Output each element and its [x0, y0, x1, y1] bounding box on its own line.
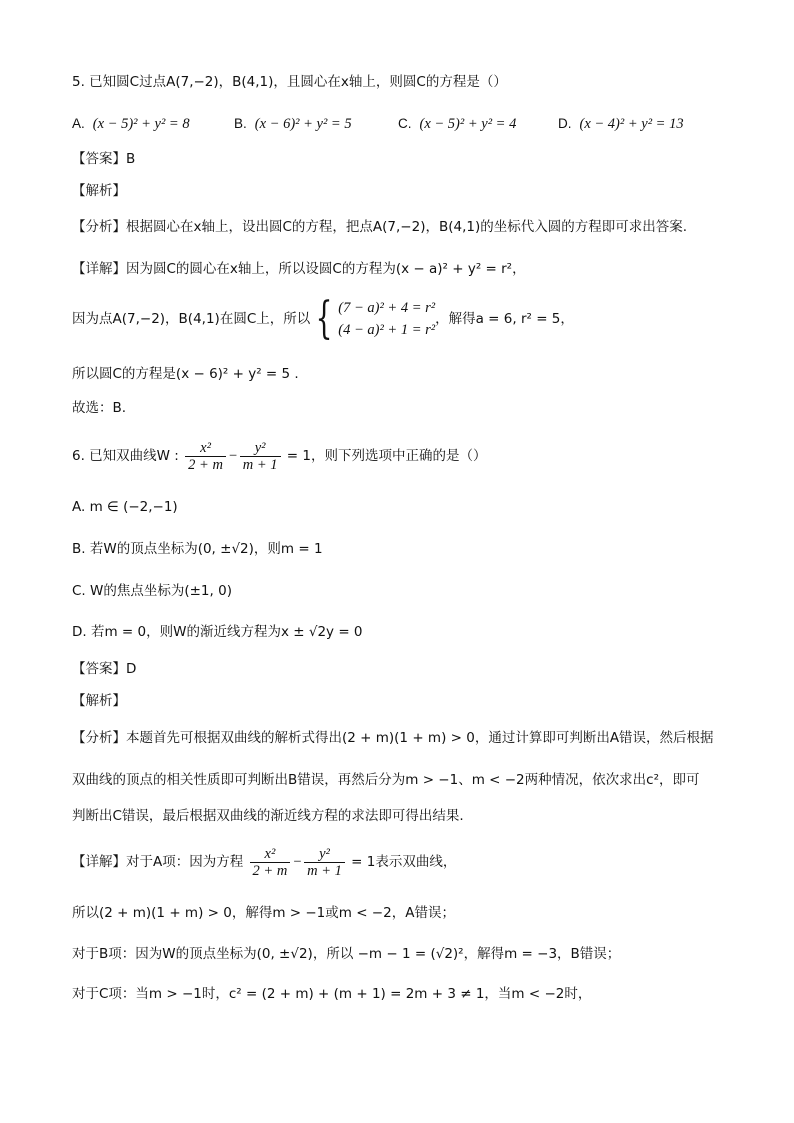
q6-detail-pre: 【详解】对于A项：因为方程	[72, 854, 244, 870]
q6-stem-pre: 6. 已知双曲线W :	[72, 448, 179, 464]
fraction-denominator: 2 + m	[252, 862, 288, 879]
fraction-y	[240, 440, 281, 473]
q6-answer: 【答案】D	[72, 661, 137, 677]
q6-analysis-1: 【分析】本题首先可根据双曲线的解析式得出(2 + m)(1 + m) > 0，通过计算即可判断出A错误，然后根据	[72, 730, 714, 746]
q6-analysis-2: 双曲线的顶点的相关性质即可判断出B错误，再然后分为m > −1、m < −2两种情况，依次求出c²，即可	[72, 772, 700, 788]
fraction-numerator: x²	[250, 846, 291, 863]
q6-detail-post: = 1表示双曲线，	[351, 854, 457, 870]
q6-analysis-heading: 【解析】	[72, 693, 126, 709]
option-label: C.	[398, 116, 412, 131]
q6-option-a: A. m ∈ (−2,−1)	[72, 499, 178, 515]
q5-option-c	[398, 114, 516, 134]
system-lines	[338, 297, 435, 341]
q5-detail-1: 【详解】因为圆C的圆心在x轴上，所以设圆C的方程为(x − a)² + y² = r²，	[72, 261, 526, 277]
q5-option-b	[234, 114, 352, 134]
option-text: (x − 4)² + y² = 13	[579, 116, 684, 132]
q6-stem-post: = 1，则下列选项中正确的是（）	[286, 448, 487, 464]
q6-detail-2: 所以(2 + m)(1 + m) > 0，解得m > −1或m < −2，A错误；	[72, 905, 455, 921]
q6-option-b: B. 若W的顶点坐标为(0, ±√2)，则m = 1	[72, 541, 323, 557]
left-brace: {	[315, 293, 333, 344]
fraction-x	[185, 440, 226, 473]
q5-option-a	[72, 114, 190, 134]
fraction-denominator: m + 1	[242, 456, 278, 473]
q5-stem: 5. 已知圆C过点A(7,−2)，B(4,1)，且圆心在x轴上，则圆C的方程是（）	[72, 74, 507, 90]
option-label: D.	[558, 116, 572, 131]
equation-system	[310, 293, 436, 344]
system-line-1: (7 − a)² + 4 = r²	[338, 300, 436, 316]
q6-stem: 6. 已知双曲线W : $\frac{\text{x²}}{2 + m}$ − $\frac{\text{y²}}{m + 1}$ = 1，则下列选项中正确的是（）	[72, 439, 487, 473]
fraction-x	[250, 846, 291, 879]
q5-analysis: 【分析】根据圆心在x轴上，设出圆C的方程，把点A(7,−2)，B(4,1)的坐标代入圆的方程即可求出答案.	[72, 219, 688, 235]
q5-answer: 【答案】B	[72, 151, 136, 167]
option-label: A.	[72, 116, 85, 131]
fraction-denominator: m + 1	[307, 862, 342, 879]
q5-analysis-heading: 【解析】	[72, 183, 126, 199]
q6-analysis-3: 判断出C错误，最后根据双曲线的渐近线方程的求法即可得出结果.	[72, 808, 464, 824]
q5-option-d	[558, 114, 684, 134]
q6-detail-3: 对于B项：因为W的顶点坐标为(0, ±√2)，所以 −m − 1 = (√2)²，解得m = −3，B错误；	[72, 946, 621, 962]
system-line-2: (4 − a)² + 1 = r²	[338, 322, 436, 338]
fraction-denominator: 2 + m	[188, 456, 223, 473]
q5-choice: 故选：B.	[72, 400, 127, 416]
fraction-numerator: y²	[304, 846, 345, 863]
option-text: (x − 6)² + y² = 5	[254, 116, 352, 132]
q6-option-c: C. W的焦点坐标为(±1, 0)	[72, 583, 232, 599]
q6-detail-1: 【详解】对于A项：因为方程 $\frac{\text{x²}}{2 + m}$ − $\frac{\text{y²}}{m + 1}$ = 1表示双曲线，	[72, 845, 457, 879]
fraction-numerator: x²	[185, 440, 226, 457]
q5-detail-3: 所以圆C的方程是(x − 6)² + y² = 5 .	[72, 366, 299, 382]
q6-option-d: D. 若m = 0，则W的渐近线方程为x ± √2y = 0	[72, 624, 363, 640]
fraction-numerator: y²	[240, 440, 281, 457]
option-label: B.	[234, 116, 247, 131]
option-text: (x − 5)² + y² = 4	[419, 116, 517, 132]
q5-detail-2-pre: 因为点A(7,−2)，B(4,1)在圆C上，所以	[72, 311, 311, 327]
q6-detail-4: 对于C项：当m > −1时，c² = (2 + m) + (m + 1) = 2m + 3 ≠ 1，当m < −2时，	[72, 986, 592, 1002]
q5-detail-2-post: ，解得a = 6, r² = 5，	[435, 311, 574, 327]
q5-detail-2	[72, 293, 574, 344]
fraction-y	[304, 846, 345, 879]
option-text: (x − 5)² + y² = 8	[92, 116, 190, 132]
